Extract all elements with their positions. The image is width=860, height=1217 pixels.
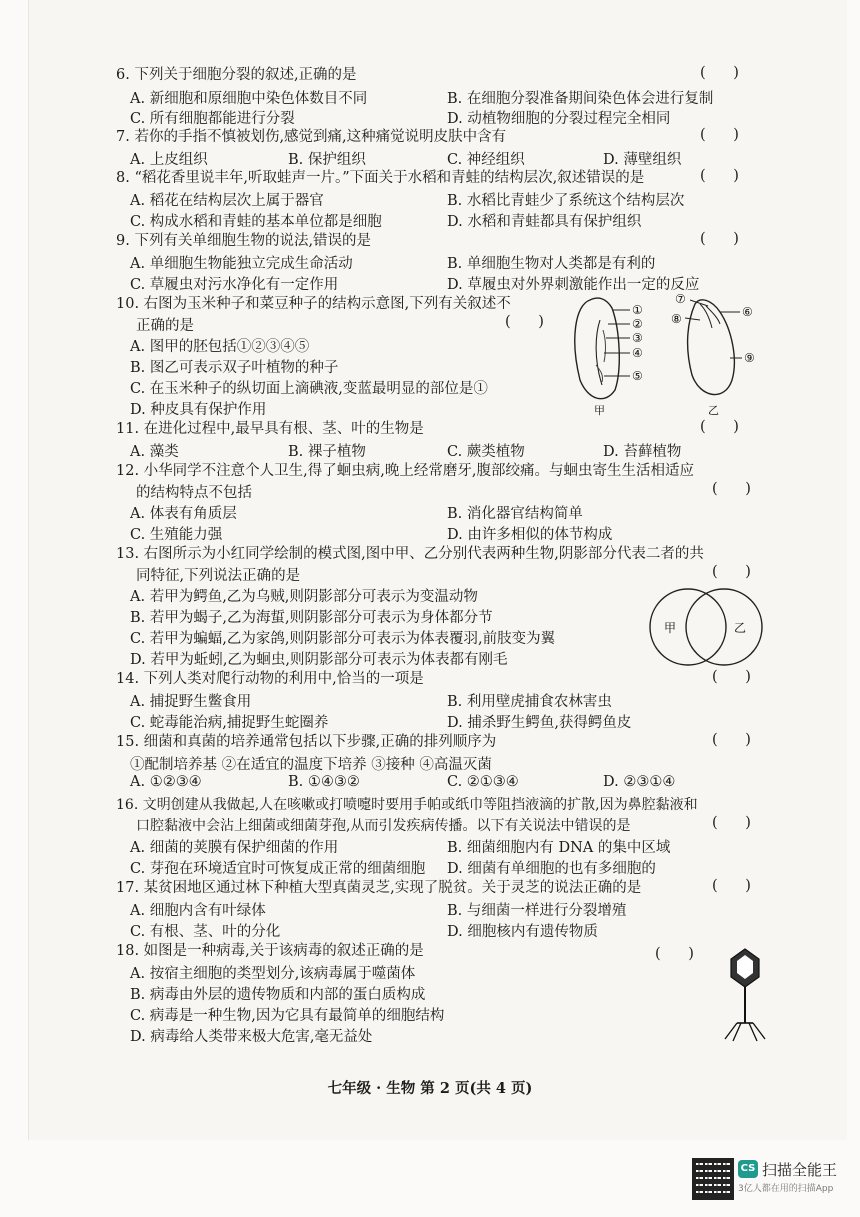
- q10-stem: 10. 右图为玉米种子和菜豆种子的结构示意图,下列有关叙述不: [116, 296, 511, 312]
- q15-option-c: C. ②①③④: [447, 774, 519, 790]
- q9-option-a: A. 单细胞生物能独立完成生命活动: [130, 256, 353, 272]
- q11-stem: 11. 在进化过程中,最早具有根、茎、叶的生物是: [116, 421, 424, 437]
- q6-stem: 6. 下列关于细胞分裂的叙述,正确的是: [116, 67, 357, 83]
- q14-stem: 14. 下列人类对爬行动物的利用中,恰当的一项是: [116, 671, 424, 687]
- q18-stem: 18. 如图是一种病毒,关于该病毒的叙述正确的是: [116, 943, 424, 959]
- q8-answer-paren: ( ): [700, 168, 739, 184]
- seed-caption-jia: 甲: [594, 404, 605, 417]
- camscanner-tagline: 3亿人都在用的扫描App: [738, 1184, 834, 1194]
- q15-answer-paren: ( ): [712, 732, 751, 748]
- q12-option-b: B. 消化器官结构简单: [447, 506, 583, 522]
- q7-option-d: D. 薄壁组织: [603, 152, 682, 168]
- seed-label-8: ⑧: [671, 312, 682, 326]
- q8-option-a: A. 稻花在结构层次上属于器官: [130, 193, 324, 209]
- q12-answer-paren: ( ): [712, 481, 751, 497]
- q16-option-a: A. 细菌的荚膜有保护细菌的作用: [130, 840, 339, 856]
- q16-option-c: C. 芽孢在环境适宜时可恢复成正常的细菌细胞: [130, 861, 426, 877]
- q15-stem: 15. 细菌和真菌的培养通常包括以下步骤,正确的排列顺序为: [116, 734, 497, 750]
- q12-option-c: C. 生殖能力强: [130, 527, 223, 543]
- camscanner-logo-icon: CS: [738, 1160, 758, 1178]
- q13-option-d: D. 若甲为蚯蚓,乙为蛔虫,则阴影部分可表示为体表都有刚毛: [130, 652, 508, 668]
- q12-stem-cont: 的结构特点不包括: [136, 485, 252, 501]
- q11-option-d: D. 苔藓植物: [603, 444, 682, 460]
- q13-stem-cont: 同特征,下列说法正确的是: [136, 568, 301, 584]
- seed-label-1: ①: [632, 303, 643, 317]
- q14-option-c: C. 蛇毒能治病,捕捉野生蛇圈养: [130, 715, 329, 731]
- q10-answer-paren: ( ): [505, 314, 544, 330]
- q9-answer-paren: ( ): [700, 231, 739, 247]
- q12-option-a: A. 体表有角质层: [130, 506, 237, 522]
- seed-label-7: ⑦: [675, 292, 686, 306]
- q13-stem: 13. 右图所示为小红同学绘制的模式图,图中甲、乙分别代表两种生物,阴影部分代表二者的共: [116, 546, 704, 562]
- seed-label-9: ⑨: [744, 351, 755, 365]
- q15-option-b: B. ①④③②: [288, 774, 360, 790]
- q11-option-c: C. 蕨类植物: [447, 444, 525, 460]
- venn-diagram-figure: [640, 582, 770, 672]
- q14-answer-paren: ( ): [712, 669, 751, 685]
- q16-option-b: B. 细菌细胞内有 DNA 的集中区域: [447, 840, 671, 856]
- q18-answer-paren: ( ): [655, 946, 694, 962]
- q15-steps: ①配制培养基 ②在适宜的温度下培养 ③接种 ④高温灭菌: [130, 757, 492, 773]
- seed-label-4: ④: [632, 346, 643, 360]
- q13-option-c: C. 若甲为蝙蝠,乙为家鸽,则阴影部分可表示为体表覆羽,前肢变为翼: [130, 631, 556, 647]
- q15-option-a: A. ①②③④: [130, 774, 202, 790]
- seed-caption-yi: 乙: [708, 404, 719, 417]
- q16-stem-cont: 口腔黏液中会沾上细菌或细菌芽孢,从而引发疾病传播。以下有关说法中错误的是: [136, 818, 631, 834]
- q16-option-d: D. 细菌有单细胞的也有多细胞的: [447, 861, 656, 877]
- seed-structure-figure: [560, 290, 780, 420]
- q17-option-b: B. 与细菌一样进行分裂增殖: [447, 903, 627, 919]
- q15-option-d: D. ②③①④: [603, 774, 676, 790]
- q11-option-a: A. 藻类: [130, 444, 179, 460]
- seed-label-2: ②: [632, 317, 643, 331]
- venn-label-yi: 乙: [734, 621, 747, 635]
- q6-answer-paren: ( ): [700, 65, 739, 81]
- q9-option-d: D. 草履虫对外界刺激能作出一定的反应: [447, 277, 700, 293]
- q11-option-b: B. 裸子植物: [288, 444, 366, 460]
- q9-stem: 9. 下列有关单细胞生物的说法,错误的是: [116, 233, 372, 249]
- q10-option-c: C. 在玉米种子的纵切面上滴碘液,变蓝最明显的部位是①: [130, 381, 488, 397]
- q14-option-b: B. 利用壁虎捕食农林害虫: [447, 694, 612, 710]
- q11-answer-paren: ( ): [700, 419, 739, 435]
- q16-answer-paren: ( ): [712, 815, 751, 831]
- q17-option-a: A. 细胞内含有叶绿体: [130, 903, 266, 919]
- q6-option-d: D. 动植物细胞的分裂过程完全相同: [447, 111, 671, 127]
- q18-option-c: C. 病毒是一种生物,因为它具有最简单的细胞结构: [130, 1008, 445, 1024]
- q13-option-a: A. 若甲为鳄鱼,乙为乌贼,则阴影部分可表示为变温动物: [130, 589, 478, 605]
- q8-stem: 8. “稻花香里说丰年,听取蛙声一片。”下面关于水稻和青蛙的结构层次,叙述错误的是: [116, 170, 645, 186]
- q12-stem: 12. 小华同学不注意个人卫生,得了蛔虫病,晚上经常磨牙,腹部绞痛。与蛔虫寄生生活相适应: [116, 463, 694, 479]
- q16-stem: 16. 文明创建从我做起,人在咳嗽或打喷嚏时要用手帕或纸巾等阻挡液滴的扩散,因为鼻腔黏液和: [116, 797, 698, 813]
- q6-option-c: C. 所有细胞都能进行分裂: [130, 111, 295, 127]
- q10-option-d: D. 种皮具有保护作用: [130, 402, 267, 418]
- venn-label-jia: 甲: [664, 621, 677, 635]
- q13-answer-paren: ( ): [712, 564, 751, 580]
- q7-option-c: C. 神经组织: [447, 152, 525, 168]
- q18-option-b: B. 病毒由外层的遗传物质和内部的蛋白质构成: [130, 987, 426, 1003]
- q9-option-b: B. 单细胞生物对人类都是有利的: [447, 256, 656, 272]
- q7-option-a: A. 上皮组织: [130, 152, 208, 168]
- q12-option-d: D. 由许多相似的体节构成: [447, 527, 613, 543]
- q7-option-b: B. 保护组织: [288, 152, 366, 168]
- q6-option-b: B. 在细胞分裂准备期间染色体会进行复制: [447, 91, 714, 107]
- bacteriophage-figure: [715, 945, 775, 1045]
- q14-option-d: D. 捕杀野生鳄鱼,获得鳄鱼皮: [447, 715, 632, 731]
- q13-option-b: B. 若甲为蝎子,乙为海蜇,则阴影部分可表示为身体都分节: [130, 610, 493, 626]
- q9-option-c: C. 草履虫对污水净化有一定作用: [130, 277, 339, 293]
- q7-answer-paren: ( ): [700, 127, 739, 143]
- q14-option-a: A. 捕捉野生鳖食用: [130, 694, 252, 710]
- q17-option-c: C. 有根、茎、叶的分化: [130, 924, 281, 940]
- seed-label-6: ⑥: [742, 305, 753, 319]
- seed-label-5: ⑤: [632, 369, 643, 383]
- q7-stem: 7. 若你的手指不慎被划伤,感觉到痛,这种痛觉说明皮肤中含有: [116, 129, 507, 145]
- seed-label-3: ③: [632, 331, 643, 345]
- q10-option-b: B. 图乙可表示双子叶植物的种子: [130, 360, 339, 376]
- q17-answer-paren: ( ): [712, 878, 751, 894]
- q18-option-a: A. 按宿主细胞的类型划分,该病毒属于噬菌体: [130, 966, 416, 982]
- camscanner-name: 扫描全能王: [762, 1161, 838, 1179]
- qr-code-icon: [692, 1158, 734, 1200]
- q17-option-d: D. 细胞核内有遗传物质: [447, 924, 598, 940]
- q8-option-d: D. 水稻和青蛙都具有保护组织: [447, 214, 642, 230]
- scanner-watermark: [692, 1158, 852, 1206]
- q8-option-b: B. 水稻比青蛙少了系统这个结构层次: [447, 193, 685, 209]
- q10-stem-cont: 正确的是: [136, 318, 194, 334]
- page-footer: 七年级 · 生物 第 2 页(共 4 页): [327, 1080, 533, 1097]
- q10-option-a: A. 图甲的胚包括①②③④⑤: [130, 339, 310, 355]
- q8-option-c: C. 构成水稻和青蛙的基本单位都是细胞: [130, 214, 382, 230]
- q17-stem: 17. 某贫困地区通过林下种植大型真菌灵芝,实现了脱贫。关于灵芝的说法正确的是: [116, 880, 642, 896]
- q6-option-a: A. 新细胞和原细胞中染色体数目不同: [130, 91, 368, 107]
- q18-option-d: D. 病毒给人类带来极大危害,毫无益处: [130, 1029, 373, 1045]
